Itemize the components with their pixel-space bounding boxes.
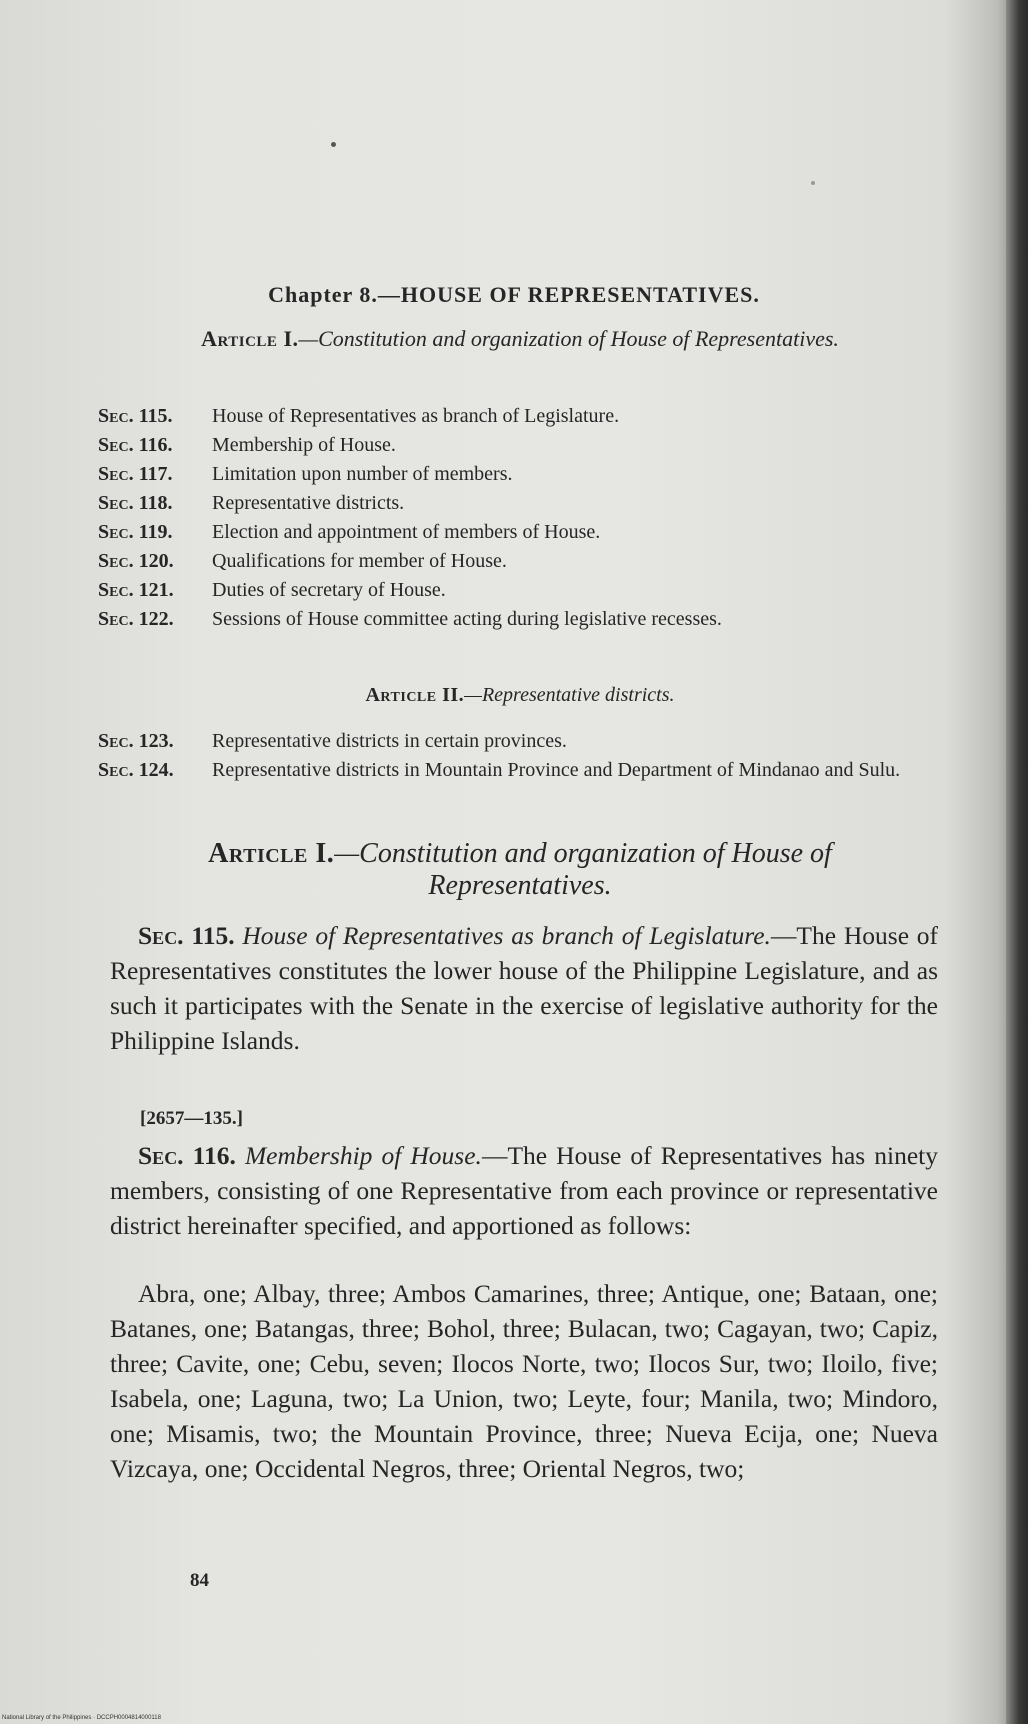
- article-label: Article I.: [208, 838, 335, 869]
- speck-mark: [811, 181, 815, 185]
- section-116: [110, 1138, 938, 1243]
- toc-section-title: Representative districts in Mountain Province and Department of Mindanao and Sulu.: [212, 759, 901, 781]
- toc-section-title: Membership of House.: [212, 434, 396, 456]
- toc-section-number: Sec. 119.: [98, 521, 173, 543]
- book-spine-shadow: [1006, 0, 1028, 1724]
- toc-section-number: Sec. 115.: [98, 405, 173, 427]
- article-title: —Constitution and organization of House of Representatives.: [334, 838, 832, 902]
- section-body: —The House of Representatives constitutes the lower house of the Philippine Legislature, and as such it participates with the Senate in the exercise of legislative authority for the Philippine Islands.: [110, 921, 939, 1055]
- article-label: Article I.: [201, 326, 299, 351]
- section-115: [110, 918, 938, 1058]
- toc-section-number: Sec. 121.: [98, 579, 174, 601]
- article1-toc-heading: [150, 325, 890, 354]
- toc-section-title: Representative districts in certain provinces.: [212, 730, 567, 752]
- toc-section-number: Sec. 118.: [98, 492, 173, 514]
- citation: [2657—135.]: [140, 1108, 243, 1129]
- chapter-heading: Chapter 8.—HOUSE OF REPRESENTATIVES.: [268, 282, 760, 307]
- toc-section-title: Representative districts.: [212, 492, 405, 514]
- toc-entry: [98, 431, 938, 460]
- article1-section-list: [98, 402, 938, 634]
- toc-entry: [98, 460, 938, 489]
- article1-heading: [150, 838, 890, 902]
- archive-footer: National Library of the Philippines · DCCPH0004814000118: [2, 1715, 161, 1721]
- apportionment-text: Abra, one; Albay, three; Ambos Camarines, three; Antique, one; Bataan, one; Batanes, one; Batangas, three; Bohol, three; Bulacan, two; Cagayan, two; Capiz, three; Cavite, one; Cebu, seven; Ilocos Norte, two; Ilocos Sur, two; Iloilo, five; Isabela, one; Laguna, two; La Union, two; Leyte, four; Manila, two; Mindoro, one; Misamis, two; the Mountain Province, three; Nueva Ecija, one; Nueva Vizcaya, one; Occidental Negros, three; Oriental Negros, two;: [110, 1279, 938, 1483]
- article2-toc-heading: [150, 682, 890, 708]
- section-body: —The House of Representatives has ninety members, consisting of one Representative from each province or representative district hereinafter specified, and apportioned as follows:: [110, 1141, 939, 1240]
- article-title: —Constitution and organization of House of Representatives.: [298, 326, 839, 351]
- toc-section-title: Duties of secretary of House.: [212, 579, 446, 601]
- article2-section-list: [98, 727, 938, 785]
- toc-entry: [98, 402, 938, 431]
- toc-entry: [98, 576, 938, 605]
- toc-section-number: Sec. 124.: [98, 759, 174, 781]
- toc-section-number: Sec. 117.: [98, 463, 173, 485]
- article-title: —Representative districts.: [464, 684, 675, 706]
- toc-section-title: House of Representatives as branch of Legislature.: [212, 405, 620, 427]
- toc-section-number: Sec. 120.: [98, 550, 174, 572]
- toc-entry: [98, 547, 938, 576]
- toc-entry: [98, 727, 938, 756]
- article-label: Article II.: [365, 684, 465, 706]
- toc-entry: [98, 605, 938, 634]
- toc-section-title: Qualifications for member of House.: [212, 550, 507, 572]
- toc-entry: [98, 756, 938, 785]
- section-title: Membership of House.: [244, 1141, 482, 1170]
- toc-section-number: Sec. 123.: [98, 730, 174, 752]
- section-title: House of Representatives as branch of Legislature.: [242, 921, 771, 950]
- page-number: 84: [190, 1570, 209, 1591]
- section-label: Sec. 115.: [138, 921, 235, 950]
- toc-entry: [98, 489, 938, 518]
- toc-section-title: Election and appointment of members of House.: [212, 521, 601, 543]
- toc-section-title: Sessions of House committee acting during legislative recesses.: [212, 608, 722, 630]
- speck-mark: [331, 142, 336, 147]
- apportionment-paragraph: [110, 1276, 938, 1486]
- toc-section-number: Sec. 116.: [98, 434, 173, 456]
- section-label: Sec. 116.: [138, 1141, 236, 1170]
- toc-section-title: Limitation upon number of members.: [212, 463, 513, 485]
- toc-section-number: Sec. 122.: [98, 608, 174, 630]
- toc-entry: [98, 518, 938, 547]
